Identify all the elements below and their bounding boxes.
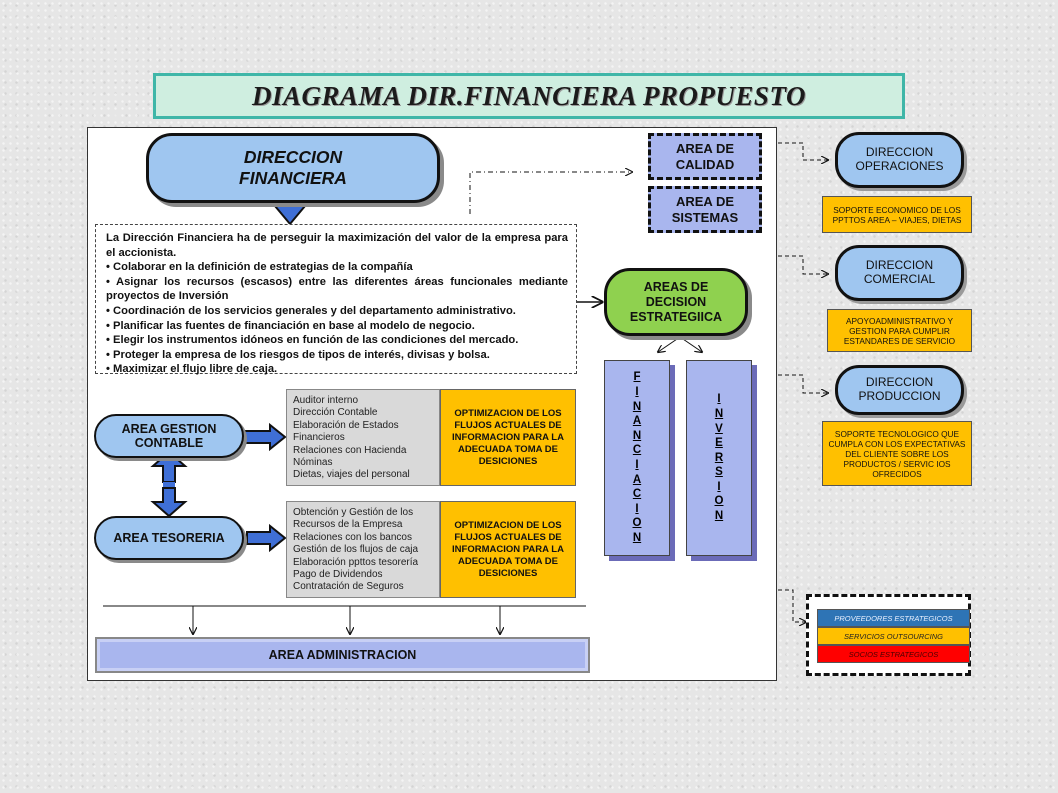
inversion-letter: V: [715, 422, 723, 435]
area-gestion-contable-node: [94, 414, 244, 458]
area-sistemas-line1: AREA DE: [675, 193, 735, 209]
financiacion-bar: [604, 360, 670, 556]
description-bullet: • Asignar los recursos (escasos) entre las diferentes áreas funcionales mediante proyectos de Inversión: [106, 275, 568, 303]
area-gestion-contable-line2: CONTABLE: [134, 436, 204, 450]
financiacion-letter: N: [632, 531, 642, 544]
contable-task: Elaboración de Estados: [293, 419, 399, 431]
areas-decision-node: [604, 268, 748, 336]
inversion-letter: N: [714, 510, 724, 523]
tesoreria-task: Relaciones con los bancos: [293, 531, 412, 543]
financiacion-letter: I: [635, 502, 639, 515]
inversion-letter: S: [715, 466, 723, 479]
inversion-letter: N: [714, 407, 724, 420]
partners-box: [806, 594, 971, 676]
tesoreria-task: Elaboración ppttos tesorería: [293, 556, 419, 568]
financiacion-letter: A: [632, 415, 642, 428]
page-title: DIAGRAMA DIR.FINANCIERA PROPUESTO: [153, 73, 905, 119]
financiacion-letter: A: [632, 473, 642, 486]
direccion-operaciones-line2: OPERACIONES: [855, 159, 944, 173]
inversion-bar: [686, 360, 752, 556]
optimizacion-box-contable: OPTIMIZACION DE LOS FLUJOS ACTUALES DE INFORMACION PARA LA ADECUADA TOMA DE DESICIONES: [440, 389, 576, 486]
areas-decision-line1: AREAS DE: [643, 279, 709, 294]
partner-outsourcing: SERVICIOS OUTSOURCING: [817, 627, 970, 645]
description-box: [95, 224, 577, 374]
partner-proveedores: PROVEEDORES ESTRATEGICOS: [817, 609, 970, 627]
description-intro: La Dirección Financiera ha de perseguir la maximización del valor de la empresa para el accionista.: [106, 232, 568, 259]
area-gestion-contable-line1: AREA GESTION: [121, 421, 217, 436]
area-calidad-line2: CALIDAD: [675, 156, 735, 172]
financiacion-letter: O: [632, 517, 642, 530]
area-calidad-node: [648, 133, 762, 180]
direccion-operaciones-node: [835, 132, 964, 188]
financiacion-letter: C: [632, 488, 642, 501]
description-bullet: • Proteger la empresa de los riesgos de tipos de interés, divisas y bolsa.: [106, 348, 490, 361]
direccion-produccion-line2: PRODUCCION: [858, 389, 941, 403]
financiacion-letter: I: [635, 386, 639, 399]
description-bullet: • Elegir los instrumentos idóneos en función de las condiciones del mercado.: [106, 334, 519, 347]
description-bullet: • Coordinación de los servicios generales y del departamento administrativo.: [106, 304, 516, 317]
inversion-letter: R: [714, 451, 724, 464]
direccion-financiera-line1: DIRECCION: [243, 147, 343, 167]
area-sistemas-line2: SISTEMAS: [671, 209, 739, 225]
tesoreria-task: Gestión de los flujos de caja: [293, 544, 419, 556]
contable-task: Dietas, viajes del personal: [293, 469, 410, 481]
direccion-produccion-node: [835, 365, 964, 415]
optimizacion-box-tesoreria: OPTIMIZACION DE LOS FLUJOS ACTUALES DE INFORMACION PARA LA ADECUADA TOMA DE DESICIONES: [440, 501, 576, 598]
inversion-letter: I: [717, 393, 721, 406]
contable-task: Dirección Contable: [293, 407, 378, 419]
contable-tasks-box: [286, 389, 440, 486]
tesoreria-task: Pago de Dividendos: [293, 569, 383, 581]
financiacion-letter: I: [635, 459, 639, 471]
area-administracion-node: AREA ADMINISTRACION: [95, 637, 590, 673]
soporte-comercial-box: APOYOADMINISTRATIVO Y GESTION PARA CUMPLIR ESTANDARES DE SERVICIO: [827, 309, 972, 352]
tesoreria-tasks-box: [286, 501, 440, 598]
financiacion-letter: N: [632, 400, 642, 413]
contable-task: Auditor interno: [293, 395, 359, 406]
description-bullet: • Colaborar en la definición de estrategias de la compañía: [106, 261, 413, 274]
direccion-operaciones-line1: DIRECCION: [865, 145, 934, 160]
direccion-produccion-line1: DIRECCION: [865, 375, 934, 390]
direccion-financiera-node: [146, 133, 440, 203]
contable-task: Nóminas: [293, 457, 333, 469]
inversion-letter: I: [717, 480, 721, 493]
direccion-comercial-line2: COMERCIAL: [863, 272, 936, 286]
financiacion-letter: F: [633, 371, 641, 384]
financiacion-letter: N: [632, 429, 642, 442]
areas-decision-line2: DECISION: [645, 294, 707, 309]
areas-decision-line3: ESTRATEGIICA: [629, 309, 723, 324]
description-bullet: • Planificar las fuentes de financiación en base al modelo de negocio.: [106, 319, 475, 332]
partner-socios: SOCIOS ESTRATEGICOS: [817, 645, 970, 663]
direccion-comercial-line1: DIRECCION: [865, 258, 934, 273]
direccion-financiera-line2: FINANCIERA: [239, 168, 347, 188]
financiacion-letter: C: [632, 444, 642, 457]
area-sistemas-node: [648, 186, 762, 233]
direccion-comercial-node: [835, 245, 964, 301]
tesoreria-task: Obtención y Gestión de los: [293, 507, 414, 518]
inversion-letter: O: [714, 495, 724, 508]
area-calidad-line1: AREA DE: [675, 140, 735, 156]
area-tesoreria-node: AREA TESORERIA: [94, 516, 244, 560]
inversion-letter: E: [715, 437, 723, 450]
soporte-produccion-box: SOPORTE TECNOLOGICO QUE CUMPLA CON LOS EXPECTATIVAS DEL CLIENTE SOBRE LOS PRODUCTOS / SERVIC IOS OFRECIDOS: [822, 421, 972, 486]
description-bullet: • Maximizar el flujo libre de caja.: [106, 363, 278, 376]
tesoreria-task: Recursos de la Empresa: [293, 519, 403, 531]
tesoreria-task: Contratación de Seguros: [293, 581, 404, 593]
contable-task: Relaciones con Hacienda: [293, 444, 407, 456]
contable-task: Financieros: [293, 432, 345, 444]
soporte-operaciones-box: SOPORTE ECONOMICO DE LOS PPTTOS AREA – VIAJES, DIETAS: [822, 196, 972, 233]
